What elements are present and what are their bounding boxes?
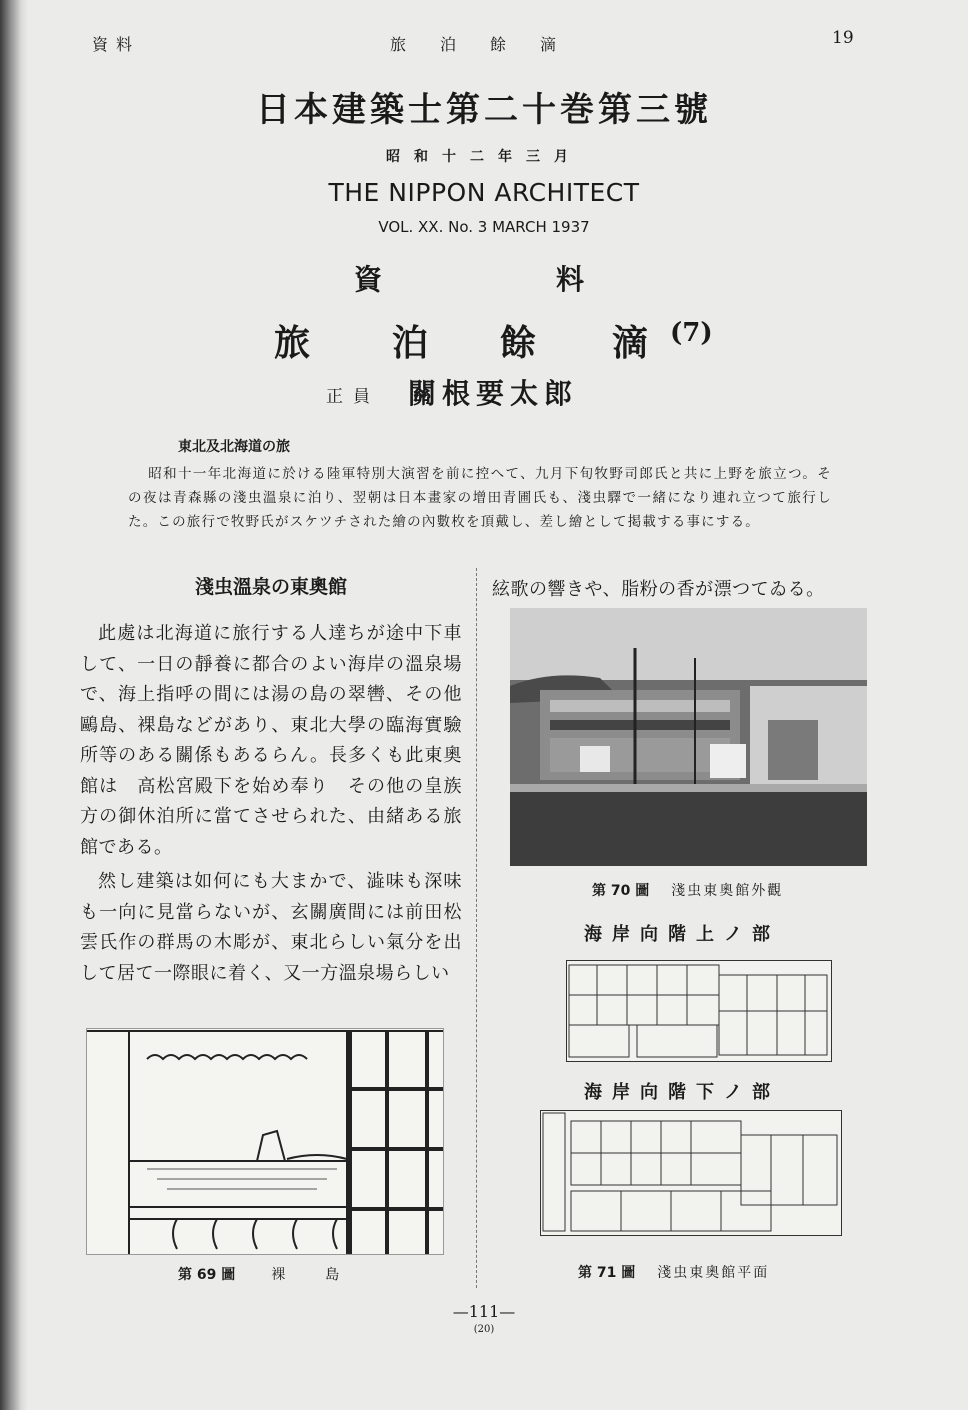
english-volume: VOL. XX. No. 3 MARCH 1937 (378, 218, 590, 236)
section-label-2: 料 (556, 263, 585, 296)
island-sketch (87, 1029, 443, 1254)
issue-date: 昭和十二年三月 (386, 149, 582, 165)
scan-binding-shadow (0, 0, 28, 1410)
figure-70-number: 第 70 圖 (592, 883, 650, 899)
lower-floor-plan (540, 1110, 842, 1236)
article-title-char-1: 旅 (274, 322, 311, 364)
folio-sub-number: (20) (473, 1324, 495, 1335)
lower-floor-plan-title: 海岸向階下ノ部 (584, 1082, 780, 1103)
article-title-char-4: 滴 (612, 322, 649, 364)
intro-paragraph (128, 462, 832, 534)
column-divider (476, 568, 477, 1288)
upper-floor-plan-title: 海岸向階上ノ部 (584, 924, 780, 945)
ryokan-exterior-photo (510, 608, 867, 866)
running-header-center: 旅泊餘滴 (390, 35, 591, 54)
figure-69-sketch (86, 1028, 444, 1255)
figure-71-caption (578, 1262, 769, 1282)
body-paragraph-1: 此處は北海道に旅行する人達ちが途中下車して、一日の靜養に都合のよい海岸の溫泉場で、海上指呼の間には湯の島の翠轡、その他鷗島、裸島などがあり、東北大學の臨海實驗所等のある關係もあるらん。長多くも此東奧館は 高松宮殿下を始め奉り その他の皇族方の御休泊所に當てさせられた、由緒ある旅館である。 (80, 623, 462, 858)
upper-floor-plan-drawing (567, 961, 831, 1061)
article-title-char-3: 餘 (500, 322, 537, 364)
figure-69-number: 第 69 圖 (178, 1267, 236, 1283)
figure-70-title: 淺虫東奧館外觀 (671, 883, 784, 899)
folio-number: —111— (452, 1302, 516, 1321)
english-title: THE NIPPON ARCHITECT (328, 178, 640, 207)
journal-title: 日本建築士第二十巻第三號 (256, 90, 712, 130)
upper-floor-plan (566, 960, 832, 1062)
body-paragraph-2: 然し建築は如何にも大まかで、澁味も深味も一向に見當らないが、玄關廣間には前田松雲氏作の群馬の木彫が、東北らしい氣分を出して居て一際眼に着く、又一方溫泉場らしい (80, 871, 462, 984)
running-header-left: 資料 (92, 35, 141, 54)
figure-69-title: 裸島 (271, 1267, 380, 1283)
article-title-char-2: 泊 (392, 322, 429, 364)
right-column-text: 絃歌の響きや、脂粉の香が漂つてゐる。 (492, 579, 825, 600)
figure-70-photo (510, 608, 867, 866)
intro-heading: 東北及北海道の旅 (178, 439, 290, 455)
author-role: 正員 (326, 387, 380, 407)
figure-71-number: 第 71 圖 (578, 1265, 636, 1281)
intro-text: 昭和十一年北海道に於ける陸軍特別大演習を前に控へて、九月下旬牧野司郎氏と共に上野を旅立つ。その夜は青森縣の淺虫溫泉に泊り、翌朝は日本畫家の增田青圃氏も、淺虫驛で一緒になり連れ立つて旅行した。この旅行で牧野氏がスケツチされた繪の內數枚を頂戴し、差し繪として掲載する事にする。 (128, 466, 832, 530)
subsection-heading: 淺虫溫泉の東奧館 (194, 576, 347, 598)
author-name: 關根要太郎 (408, 377, 579, 410)
figure-69-caption (178, 1264, 379, 1284)
left-column (80, 572, 462, 989)
figure-70-caption (592, 880, 783, 900)
article-part-number: (7) (670, 318, 713, 348)
section-label-1: 資 (354, 263, 383, 296)
figure-71-title: 淺虫東奧館平面 (657, 1265, 770, 1281)
page-number: 19 (832, 28, 854, 48)
lower-floor-plan-drawing (541, 1111, 841, 1235)
